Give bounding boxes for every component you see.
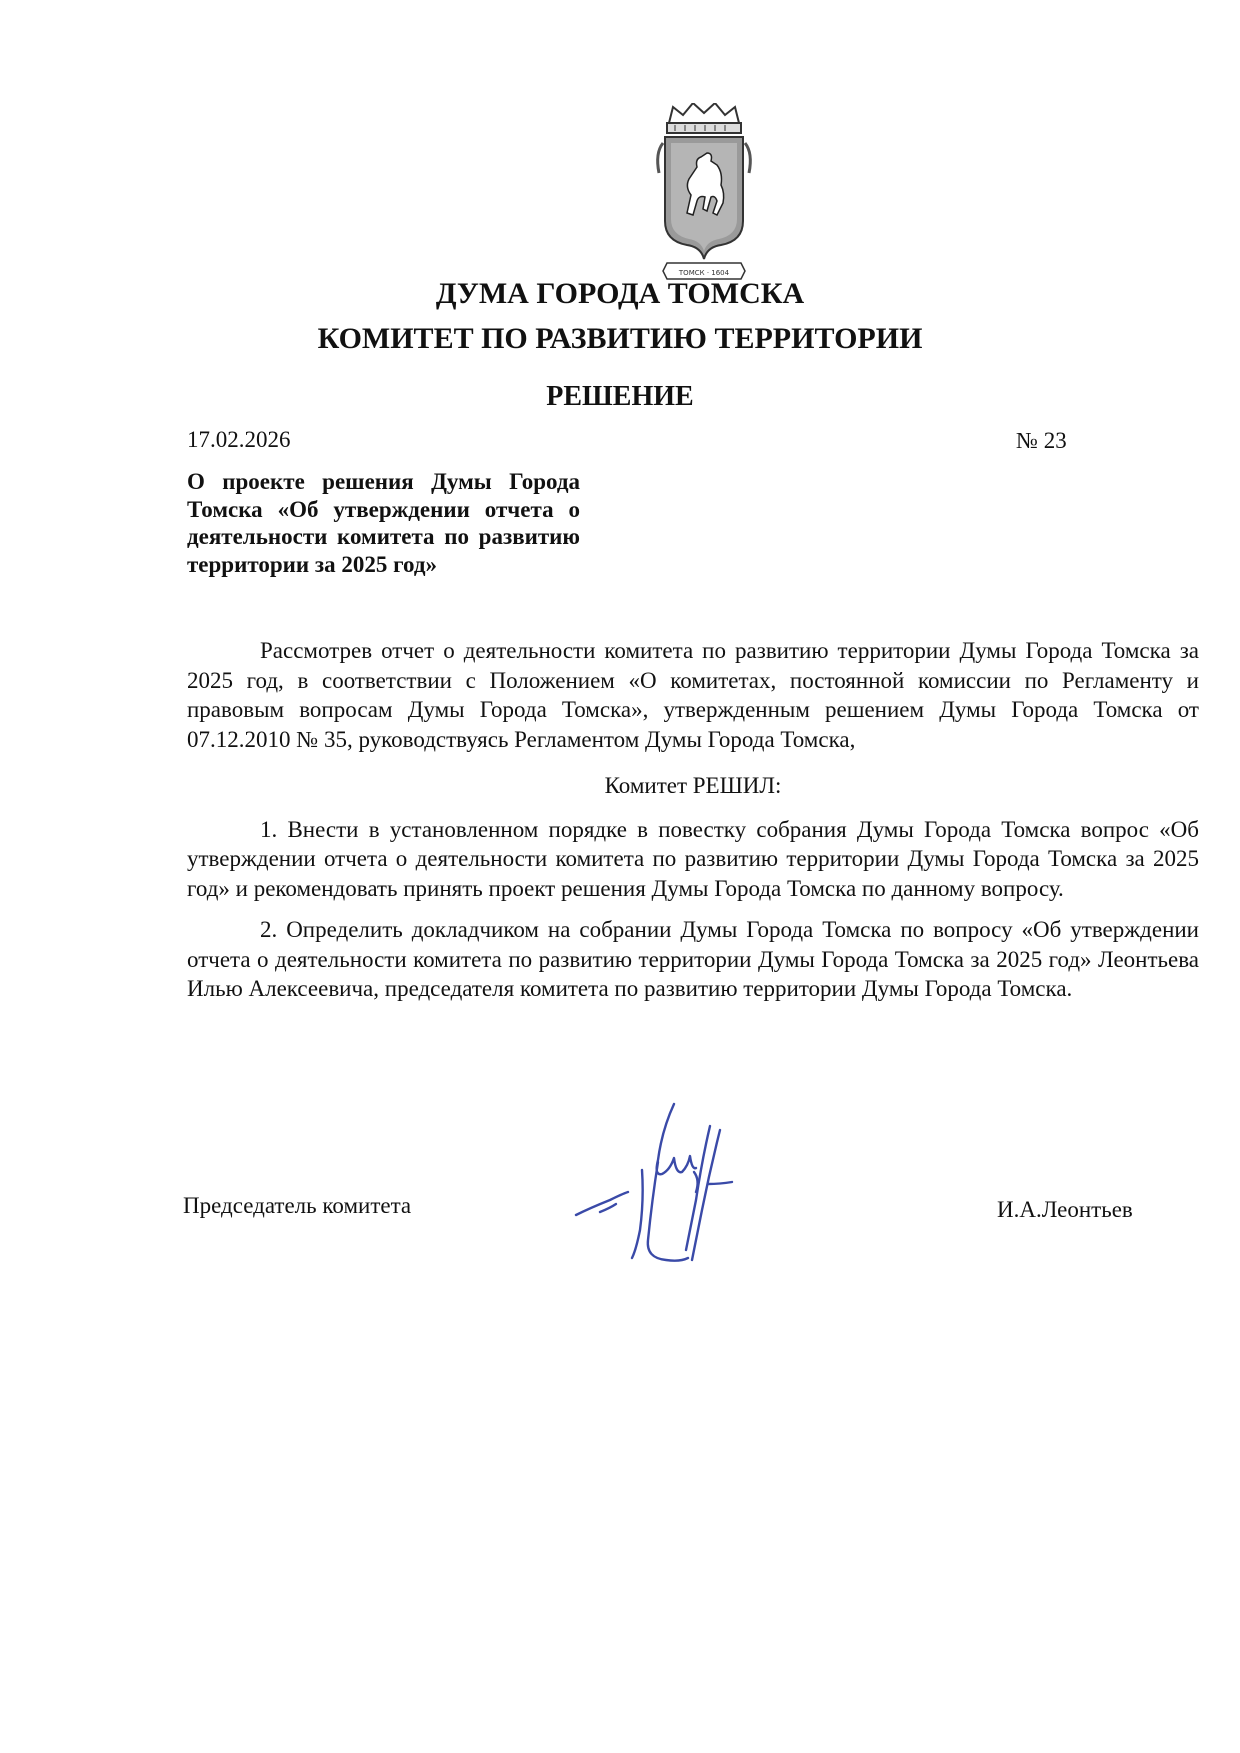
preamble-paragraph: Рассмотрев отчет о деятельности комитета по развитию территории Думы Города Томска за 2025 год, в соответствии с Положением «О комитетах, постоянной комиссии по Регламенту и правовым вопросам Думы Города Томска», утвержденным решением Думы Города Томска от 07.12.2010 № 35, руководствуясь Регламентом Думы Города Томска, bbox=[187, 638, 1199, 752]
document-number: № 23 bbox=[1016, 428, 1067, 453]
committee-title: КОМИТЕТ ПО РАЗВИТИЮ ТЕРРИТОРИИ bbox=[317, 322, 923, 355]
coat-of-arms-icon bbox=[651, 103, 757, 283]
document-date: 17.02.2026 bbox=[187, 427, 291, 452]
resolution-item: 1. Внести в установленном порядке в повестку собрания Думы Города Томска вопрос «Об утверждении отчета о деятельности комитета по развитию территории Думы Города Томска за 2025 год» и рекомендовать принять проект решения Думы Города Томска по данному вопросу. bbox=[187, 816, 1199, 901]
svg-text:ТОМСК · 1604: ТОМСК · 1604 bbox=[678, 269, 730, 277]
document-body bbox=[187, 636, 1199, 1016]
resolution-item: 2. Определить докладчиком на собрании Думы Города Томска по вопросу «Об утверждении отчета о деятельности комитета по развитию территории Думы Города Томска за 2025 год» Леонтьева Илью Алексеевича, председателя комитета по развитию территории Думы Города Томска. bbox=[187, 917, 1199, 1001]
document-type: РЕШЕНИЕ bbox=[546, 381, 694, 412]
signatory-name: И.А.Леонтьев bbox=[997, 1197, 1133, 1222]
organization-title: ДУМА ГОРОДА ТОМСКА bbox=[435, 277, 805, 310]
signatory-title: Председатель комитета bbox=[183, 1193, 412, 1218]
handwritten-signature bbox=[570, 1100, 800, 1275]
document-subject: О проекте решения Думы Города Томска «Об утверждении отчета о деятельности комитета по развитию территории за 2025 год» bbox=[187, 469, 580, 577]
resolved-heading: Комитет РЕШИЛ: bbox=[604, 773, 782, 798]
